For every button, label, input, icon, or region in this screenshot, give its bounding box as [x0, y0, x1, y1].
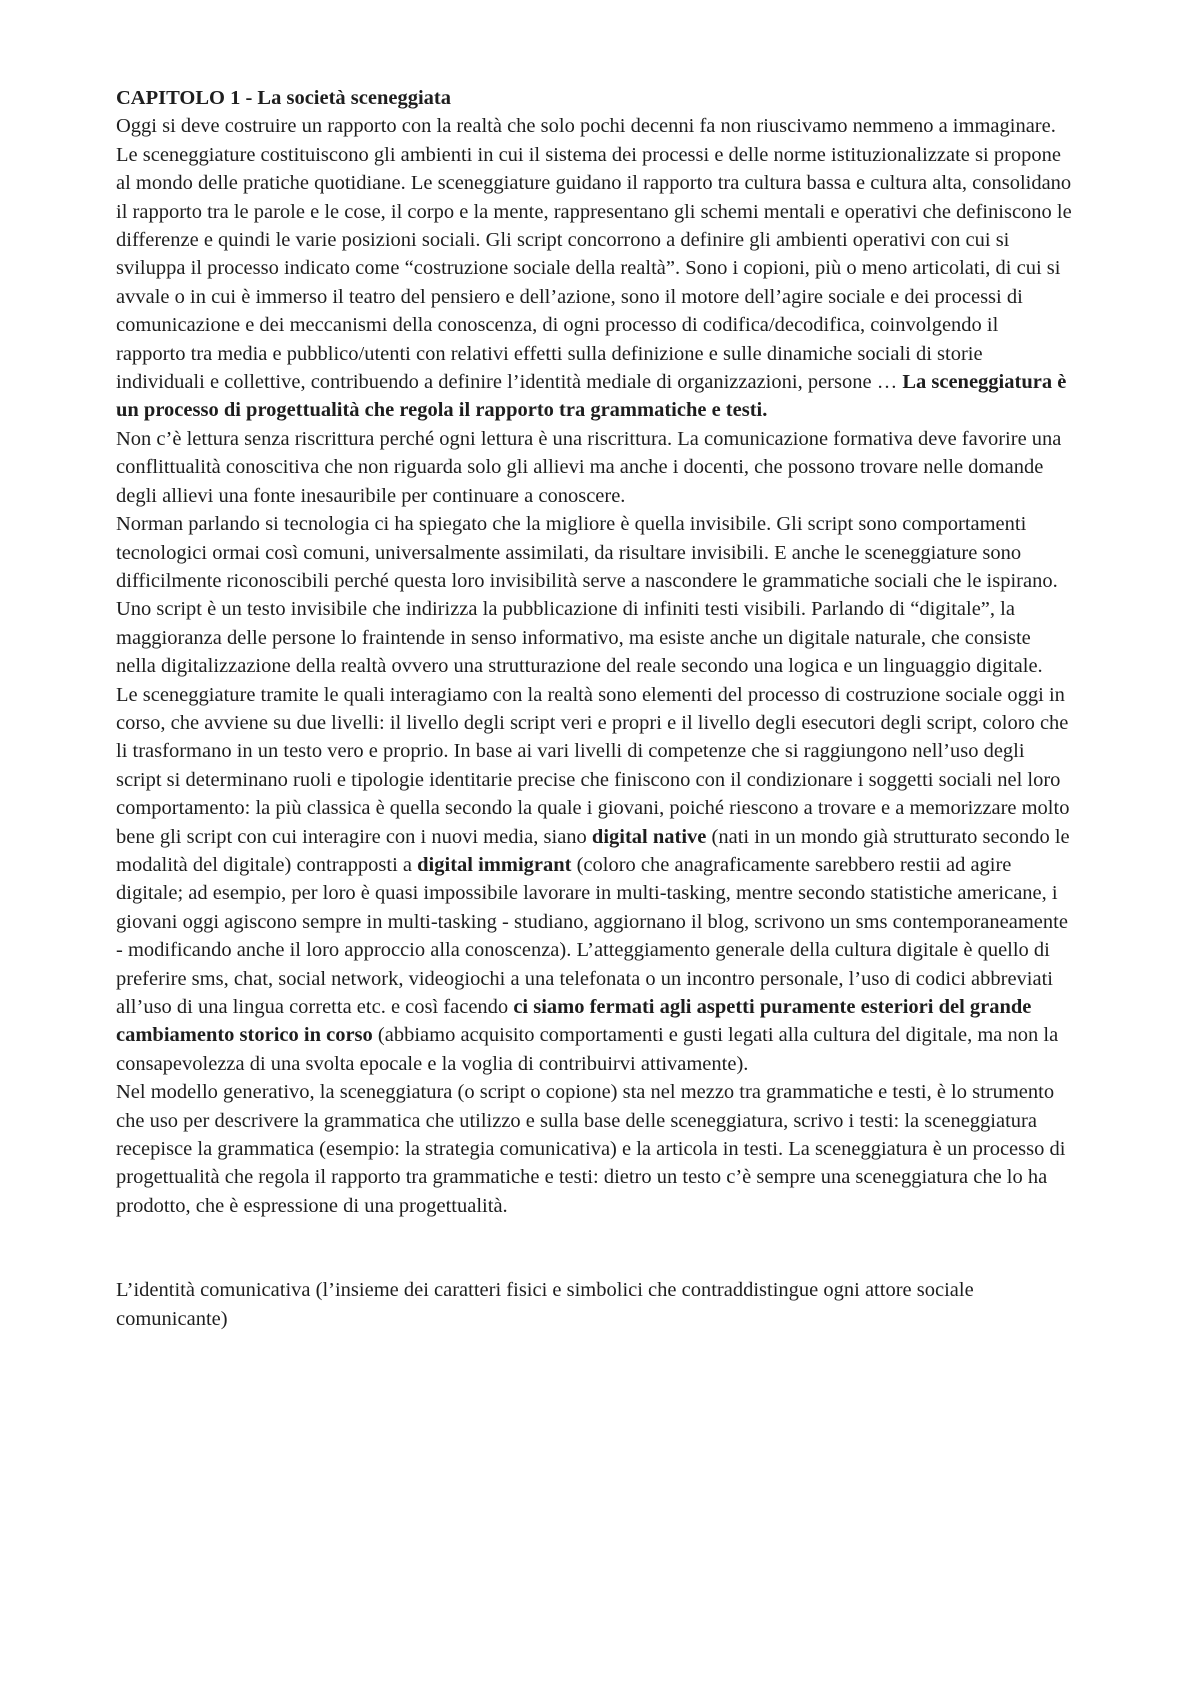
bold-statement: ci siamo fermati agli aspetti puramente esteriori del grande cambiamento storico in corso	[116, 996, 1032, 1047]
paragraph-text: (coloro che anagraficamente sarebbero restii ad agire digitale; ad esempio, per loro è quasi impossibile lavorare in multi-tasking, mentre secondo statistiche americane, i giovani oggi agiscono sempre in multi-tasking - studiano, aggiornano il blog, scrivono un sms contemporaneamente - modificando anche il loro approccio alla conoscenza). L’atteggiamento generale della cultura digitale è quello di preferire sms, chat, social network, videogiochi a una telefonata o un incontro personale, l’uso di codici abbreviati all’uso di una lingua corretta etc. e così facendo	[116, 853, 1068, 1018]
paragraph-text: (nati in un mondo già strutturato secondo le modalità del digitale) contrapposti a	[116, 825, 1070, 876]
chapter-title: CAPITOLO 1 - La società sceneggiata	[116, 87, 451, 109]
paragraph-costruzione-sociale	[116, 681, 1072, 1079]
paragraph-norman: Norman parlando si tecnologia ci ha spiegato che la migliore è quella invisibile. Gli script sono comportamenti tecnologici ormai così comuni, universalmente assimilati, da risultare invisibili. E anche le sceneggiature sono difficilmente riconoscibili perché questa loro invisibilità serve a nascondere le grammatiche sociali che le ispirano. Uno script è un testo invisibile che indirizza la pubblicazione di infiniti testi visibili. Parlando di “digitale”, la maggioranza delle persone lo fraintende in senso informativo, ma esiste anche un digitale naturale, che consiste nella digitalizzazione della realtà ovvero una strutturazione del reale secondo una logica e un linguaggio digitale.	[116, 513, 1058, 678]
bold-digital-native: digital native	[591, 825, 707, 848]
paragraph-sceneggiature	[116, 112, 1072, 424]
paragraph-text: (abbiamo acquisito comportamenti e gusti legati alla cultura del digitale, ma non la consapevolezza di una svolta epocale e la voglia di contribuirvi attivamente).	[116, 1024, 1059, 1075]
bold-digital-immigrant: digital immigrant	[417, 853, 572, 876]
paragraph-modello-generativo: Nel modello generativo, la sceneggiatura (o script o copione) sta nel mezzo tra grammatiche e testi, è lo strumento che uso per descrivere la grammatica che utilizzo e sulla base delle sceneggiatura, scrivo i testi: la sceneggiatura recepisce la grammatica (esempio: la strategia comunicativa) e la articola in testi. La sceneggiatura è un processo di progettualità che regola il rapporto tra grammatiche e testi: dietro un testo c’è sempre una sceneggiatura che lo ha prodotto, che è espressione di una progettualità.	[116, 1081, 1066, 1217]
paragraph-identita-comunicativa: L’identità comunicativa (l’insieme dei caratteri fisici e simbolici che contraddistingue ogni attore sociale comunicante)	[116, 1279, 974, 1330]
paragraph-spacer	[116, 1220, 1072, 1276]
paragraph-lettura: Non c’è lettura senza riscrittura perché ogni lettura è una riscrittura. La comunicazione formativa deve favorire una conflittualità conoscitiva che non riguarda solo gli allievi ma anche i docenti, che possono trovare nelle domande degli allievi una fonte inesauribile per continuare a conoscere.	[116, 427, 1062, 507]
bold-definition: La sceneggiatura è un processo di progettualità che regola il rapporto tra grammatiche e testi.	[116, 371, 1067, 422]
paragraph-text: Le sceneggiature tramite le quali interagiamo con la realtà sono elementi del processo di costruzione sociale oggi in corso, che avviene su due livelli: il livello degli script veri e propri e il livello degli esecutori degli script, coloro che li trasformano in un testo vero e proprio. In base ai vari livelli di competenze che si raggiungono nell’uso degli script si determinano ruoli e tipologie identitarie precise che finiscono con il condizionare i soggetti sociali nel loro comportamento: la più classica è quella secondo la quale i giovani, poiché riescono a trovare e a memorizzare molto bene gli script con cui interagire con i nuovi media, siano	[116, 683, 1070, 848]
document-page	[116, 84, 1072, 1333]
paragraph-text: Oggi si deve costruire un rapporto con la realtà che solo pochi decenni fa non riuscivamo nemmeno a immaginare. Le sceneggiature costituiscono gli ambienti in cui il sistema dei processi e delle norme istituzionalizzate si propone al mondo delle pratiche quotidiane. Le sceneggiature guidano il rapporto tra cultura bassa e cultura alta, consolidano il rapporto tra le parole e le cose, il corpo e la mente, rappresentano gli schemi mentali e operativi che definiscono le differenze e quindi le varie posizioni sociali. Gli script concorrono a definire gli ambienti operativi con cui si sviluppa il processo indicato come “costruzione sociale della realtà”. Sono i copioni, più o meno articolati, di cui si avvale o in cui è immerso il teatro del pensiero e dell’azione, sono il motore dell’agire sociale e dei processi di comunicazione e dei meccanismi della conoscenza, di ogni processo di codifica/decodifica, coinvolgendo il rapporto tra media e pubblico/utenti con relativi effetti sulla definizione e sulle dinamiche sociali di storie individuali e collettive, contribuendo a definire l’identità mediale di organizzazioni, persone …	[116, 115, 1072, 394]
